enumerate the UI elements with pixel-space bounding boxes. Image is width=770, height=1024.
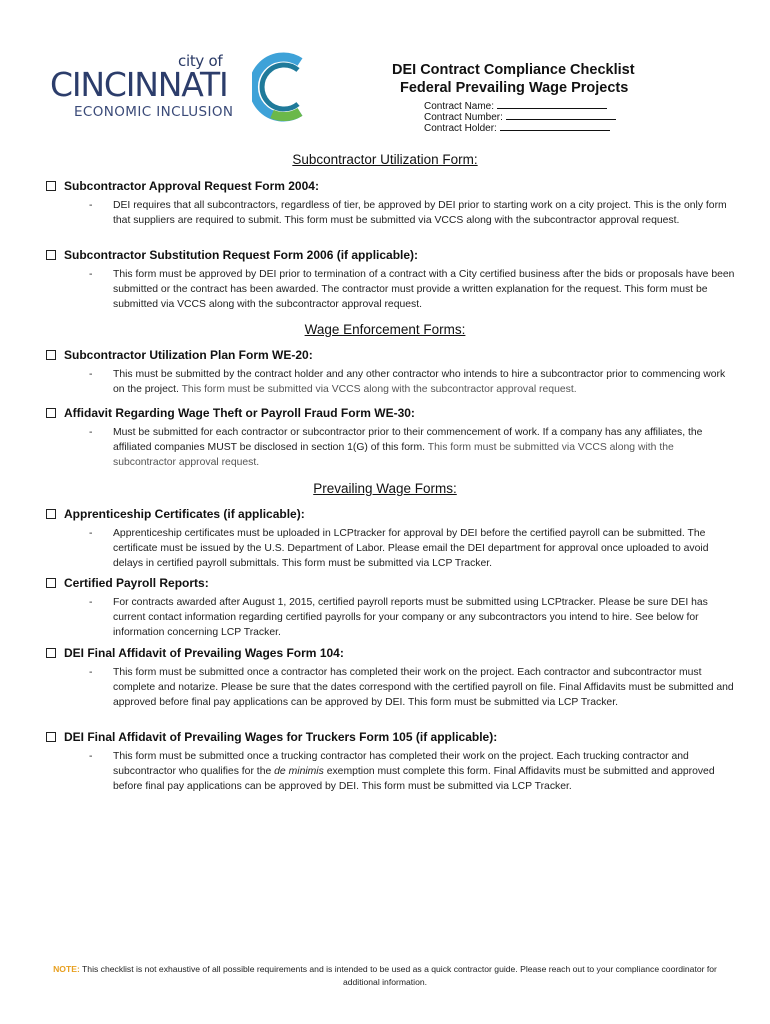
section-title-prevailing-wage: Prevailing Wage Forms: bbox=[313, 481, 457, 496]
item-title: Certified Payroll Reports: bbox=[64, 576, 209, 590]
checkbox[interactable] bbox=[46, 732, 56, 742]
item-title: DEI Final Affidavit of Prevailing Wages Form 104: bbox=[64, 646, 344, 660]
checklist-item bbox=[46, 406, 736, 471]
checkbox[interactable] bbox=[46, 509, 56, 519]
item-description: For contracts awarded after August 1, 2015, certified payroll reports must be submitted using LCPtracker. Please be sure DEI has current contact information regarding certified payrolls for your company or any subcontractors you intend to hire. See below for information concerning LCP Tracker. bbox=[113, 597, 708, 639]
item-description: Apprenticeship certificates must be uploaded in LCPtracker for approval by DEI before the certified payroll can be submitted. The certificate must be issued by the U.S. Department of Labor. Please email the DEI department for approval once uploaded to avoid delays in certified payroll submittals. This form must be submitted via LCP Tracker. bbox=[113, 528, 709, 570]
checklist-item bbox=[46, 576, 736, 641]
checklist-item bbox=[46, 646, 736, 711]
checkbox[interactable] bbox=[46, 408, 56, 418]
checkbox[interactable] bbox=[46, 648, 56, 658]
footer-note bbox=[40, 963, 730, 989]
logo-c-mark-icon bbox=[252, 52, 306, 122]
bullet-dash: - bbox=[89, 200, 93, 211]
bullet-dash: - bbox=[89, 528, 93, 539]
item-title: Subcontractor Utilization Plan Form WE-20: bbox=[64, 348, 313, 362]
checklist-item bbox=[46, 730, 736, 795]
logo-city-of-text: city of bbox=[178, 52, 223, 70]
item-description: This form must be submitted once a contractor has completed their work on the project. Each contractor and subcontractor must complete and notarize. Please be sure that the dates correspond with the certified payroll on file. Final Affidavits must be submitted and approved before final pay applications can be approved by DEI. This form must be submitted via LCP Tracker. bbox=[113, 667, 734, 709]
bullet-dash: - bbox=[89, 667, 93, 678]
city-of-cincinnati-logo bbox=[50, 52, 300, 124]
bullet-dash: - bbox=[89, 751, 93, 762]
checkbox[interactable] bbox=[46, 578, 56, 588]
item-title: DEI Final Affidavit of Prevailing Wages for Truckers Form 105 (if applicable): bbox=[64, 730, 498, 744]
contract-holder-field bbox=[424, 121, 610, 134]
item-description: This form must be submitted once a trucking contractor has completed their work on the project. Each trucking contractor and subcontractor who qualifies for the bbox=[113, 751, 689, 778]
document-subtitle: Federal Prevailing Wage Projects bbox=[400, 80, 629, 96]
checklist-item bbox=[46, 179, 736, 228]
item-description: This must be submitted by the contract holder and any other contractor who intends to hire a subcontractor prior to commencing work on the project. bbox=[113, 369, 726, 396]
contract-name-blank bbox=[497, 99, 607, 109]
item-description-note: This form must be submitted via VCCS along with the subcontractor approval request. bbox=[113, 442, 674, 469]
item-title: Subcontractor Approval Request Form 2004: bbox=[64, 179, 319, 193]
bullet-dash: - bbox=[89, 369, 93, 380]
item-description-note: This form must be submitted via VCCS along with the subcontractor approval request. bbox=[181, 384, 577, 396]
checkbox[interactable] bbox=[46, 350, 56, 360]
document-title: DEI Contract Compliance Checklist bbox=[392, 62, 635, 78]
item-title: Subcontractor Substitution Request Form 2006 (if applicable): bbox=[64, 248, 419, 262]
item-title: Affidavit Regarding Wage Theft or Payroll Fraud Form WE-30: bbox=[64, 406, 415, 420]
contract-number-label: Contract Number: bbox=[424, 112, 503, 123]
contract-holder-blank bbox=[500, 121, 610, 131]
section-title-wage-enforcement: Wage Enforcement Forms: bbox=[304, 322, 466, 337]
checklist-item bbox=[46, 348, 736, 397]
checkbox[interactable] bbox=[46, 250, 56, 260]
footer-note-label: NOTE: bbox=[53, 964, 80, 974]
item-description: DEI requires that all subcontractors, regardless of tier, be approved by DEI prior to starting work on a city project. This is the only form that suppliers are required to submit. This form must be submitted via VCCS along with the subcontractor approval request. bbox=[113, 200, 727, 227]
bullet-dash: - bbox=[89, 597, 93, 608]
item-title: Apprenticeship Certificates (if applicable): bbox=[64, 507, 305, 521]
logo-economic-inclusion-text: ECONOMIC INCLUSION bbox=[74, 104, 234, 120]
checkbox[interactable] bbox=[46, 181, 56, 191]
contract-name-label: Contract Name: bbox=[424, 101, 495, 112]
section-title-subcontractor-utilization: Subcontractor Utilization Form: bbox=[292, 152, 478, 167]
item-description: This form must be approved by DEI prior to termination of a contract with a City certified business after the bids or proposals have been submitted or the contract has been awarded. The contractor must provide a written explanation for the request. This form must be submitted via VCCS along with the subcontractor approval request. bbox=[113, 269, 735, 311]
contract-number-blank bbox=[506, 110, 616, 120]
contract-holder-label: Contract Holder: bbox=[424, 123, 497, 134]
item-description: Must be submitted for each contractor or subcontractor prior to their commencement of work. If a company has any affiliates, the affiliated companies MUST be disclosed in section 1(G) of this form. bbox=[113, 427, 703, 454]
bullet-dash: - bbox=[89, 269, 93, 280]
logo-cincinnati-text: CINCINNATI bbox=[50, 65, 228, 104]
checklist-item bbox=[46, 507, 736, 572]
checklist-item bbox=[46, 248, 736, 313]
footer-note-text: This checklist is not exhaustive of all possible requirements and is intended to be used as a quick contractor guide. Please reach out to your compliance coordinator for additional information. bbox=[82, 964, 717, 987]
bullet-dash: - bbox=[89, 427, 93, 438]
item-description-end: exemption must complete this form. Final Affidavits must be submitted and approved before final pay applications can be approved by DEI. This form must be submitted via LCP Tracker. bbox=[113, 766, 715, 793]
item-description-italic: de minimis bbox=[274, 766, 324, 778]
